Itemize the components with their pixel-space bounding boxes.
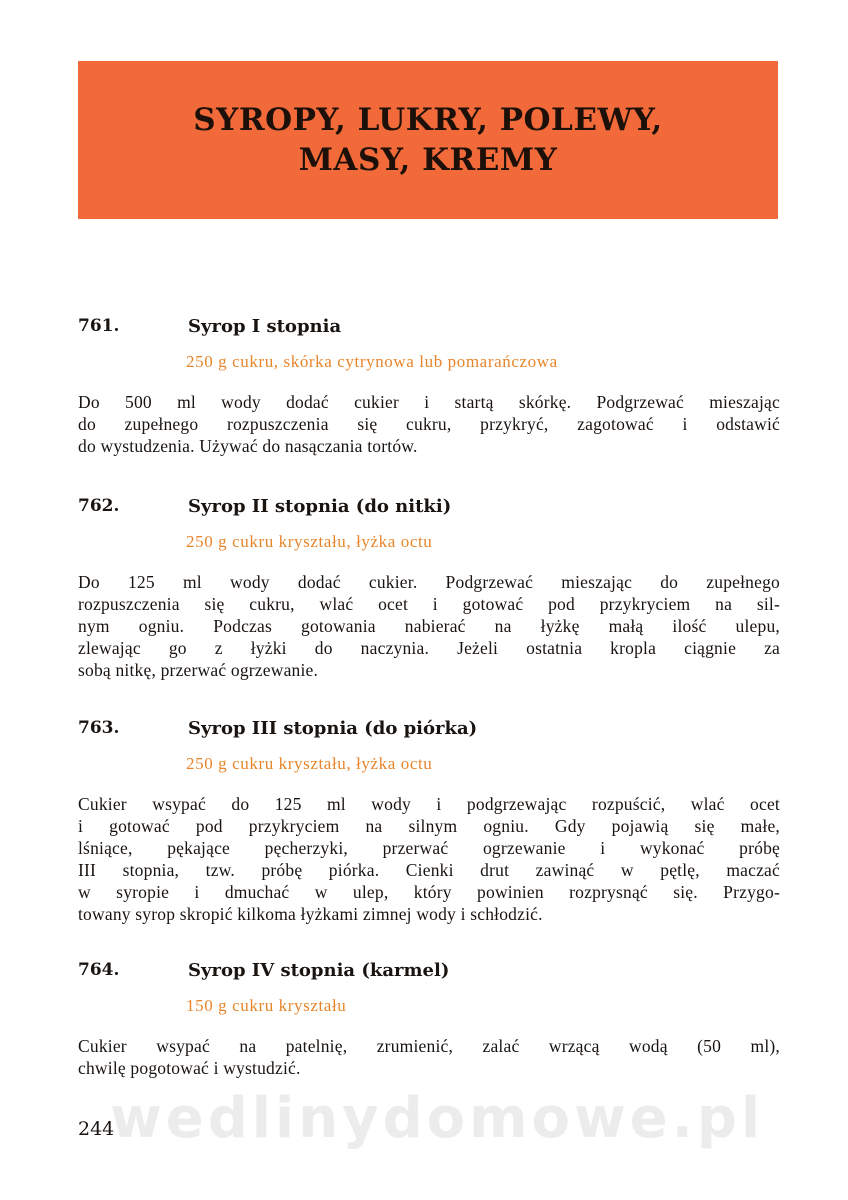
instruction-line: zlewając go z łyżki do naczynia. Jeżeli ostatnia kropla ciągnie za <box>78 638 780 658</box>
instruction-line: do zupełnego rozpuszczenia się cukru, przykryć, zagotować i odstawić <box>78 414 780 434</box>
recipe-number: 764. <box>78 960 120 980</box>
instruction-line: Cukier wsypać do 125 ml wody i podgrzewając rozpuścić, wlać ocet <box>78 794 780 814</box>
instruction-line: Cukier wsypać na patelnię, zrumienić, zalać wrzącą wodą (50 ml), <box>78 1036 780 1056</box>
instruction-line: w syropie i dmuchać w ulep, który powinien rozprysnąć się. Przygo- <box>78 882 780 902</box>
instruction-line: lśniące, pękające pęcherzyki, przerwać ogrzewanie i wykonać próbę <box>78 838 780 858</box>
recipe-title: Syrop I stopnia <box>188 316 342 337</box>
recipe-title: Syrop III stopnia (do piórka) <box>188 718 478 739</box>
recipe-761 <box>78 316 780 457</box>
instruction-line: sobą nitkę, przerwać ogrzewanie. <box>78 660 319 680</box>
instruction-line: rozpuszczenia się cukru, wlać ocet i gotować pod przykryciem na sil- <box>78 594 780 614</box>
chapter-banner <box>78 61 778 219</box>
instruction-line: i gotować pod przykryciem na silnym ogniu. Gdy pojawią się małe, <box>78 816 780 836</box>
recipe-ingredients: 250 g cukru, skórka cytrynowa lub pomarańczowa <box>186 352 558 371</box>
recipe-763 <box>78 718 780 925</box>
instruction-line: nym ogniu. Podczas gotowania nabierać na łyżkę małą ilość ulepu, <box>78 616 780 636</box>
watermark: wedlinydomowe.pl <box>110 1086 765 1151</box>
recipe-number: 762. <box>78 496 120 516</box>
recipe-instructions <box>78 391 780 457</box>
instruction-line: Do 500 ml wody dodać cukier i startą skórkę. Podgrzewać mieszając <box>78 392 780 412</box>
recipe-ingredients: 250 g cukru kryształu, łyżka octu <box>186 532 433 551</box>
instruction-line: III stopnia, tzw. próbę piórka. Cienki drut zawinąć w pętlę, maczać <box>78 860 780 880</box>
recipe-number: 761. <box>78 316 120 336</box>
instruction-line: towany syrop skropić kilkoma łyżkami zimnej wody i schłodzić. <box>78 904 543 924</box>
recipe-instructions <box>78 571 780 681</box>
recipe-title: Syrop II stopnia (do nitki) <box>188 496 452 517</box>
chapter-title-line-2: MASY, KREMY <box>298 142 558 178</box>
chapter-title-line-1: SYROPY, LUKRY, POLEWY, <box>193 102 663 138</box>
instruction-line: Do 125 ml wody dodać cukier. Podgrzewać mieszając do zupełnego <box>78 572 780 592</box>
recipe-number: 763. <box>78 718 120 738</box>
recipe-762 <box>78 496 780 681</box>
recipe-instructions <box>78 793 780 925</box>
page-number: 244 <box>78 1118 115 1140</box>
instruction-line: chwilę pogotować i wystudzić. <box>78 1058 301 1078</box>
recipe-title: Syrop IV stopnia (karmel) <box>188 960 450 981</box>
recipe-ingredients: 250 g cukru kryształu, łyżka octu <box>186 754 433 773</box>
recipe-ingredients: 150 g cukru kryształu <box>186 996 347 1015</box>
recipe-764 <box>78 960 780 1079</box>
recipe-instructions <box>78 1035 780 1079</box>
instruction-line: do wystudzenia. Używać do nasączania tortów. <box>78 436 418 456</box>
